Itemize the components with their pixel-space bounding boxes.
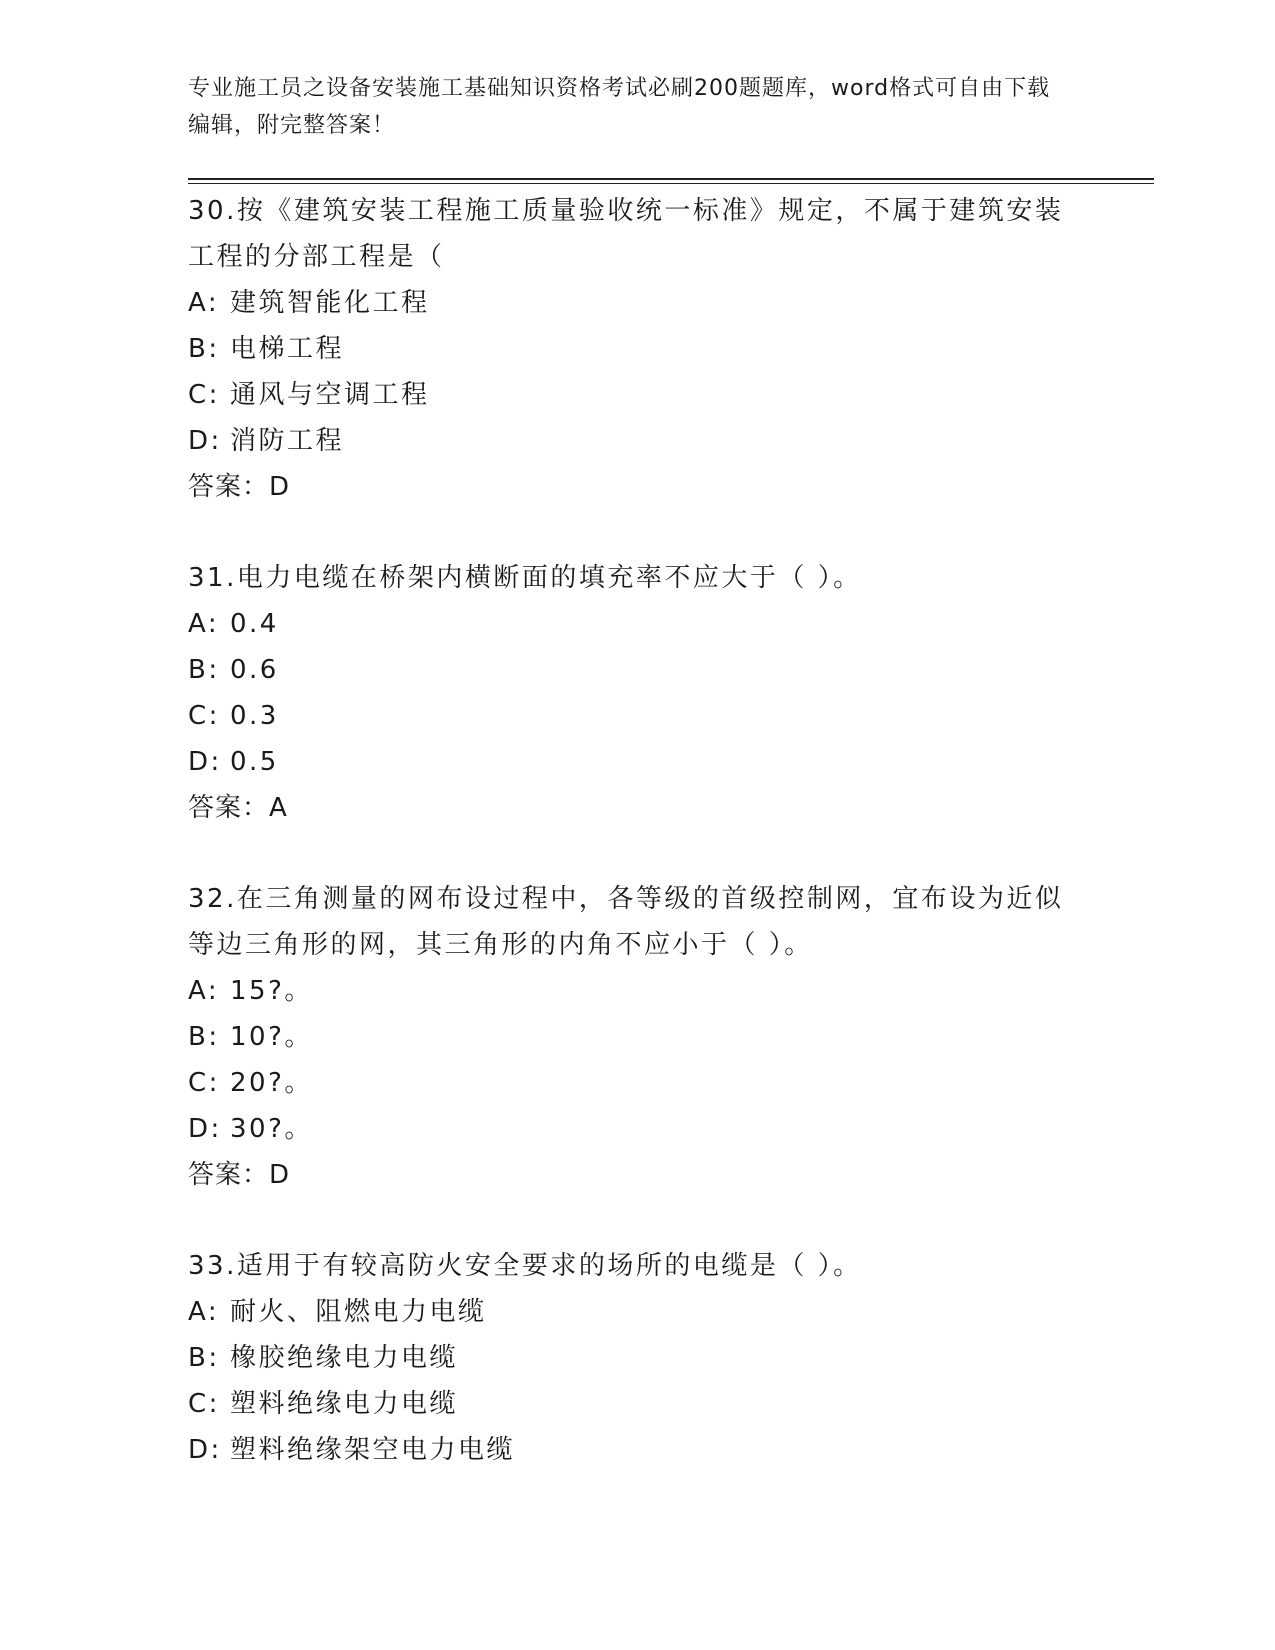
- option-a: [188, 1289, 1088, 1335]
- option-b: [188, 647, 1088, 693]
- option-letter: A:: [188, 609, 220, 639]
- option-letter: D:: [188, 1435, 222, 1465]
- option-b: [188, 326, 1088, 372]
- option-text: 0.4: [230, 609, 279, 639]
- option-letter: C:: [188, 1068, 220, 1098]
- option-text: 0.6: [230, 655, 279, 685]
- option-text: 15?。: [230, 976, 313, 1006]
- option-letter: B:: [188, 1022, 220, 1052]
- option-letter: C:: [188, 380, 220, 410]
- option-d: [188, 739, 1088, 785]
- option-a: [188, 601, 1088, 647]
- option-text: 塑料绝缘电力电缆: [230, 1389, 459, 1419]
- question-30: [188, 188, 1088, 510]
- option-text: 建筑智能化工程: [230, 288, 430, 318]
- option-text: 耐火、阻燃电力电缆: [230, 1297, 487, 1327]
- option-c: [188, 372, 1088, 418]
- option-d: [188, 1427, 1088, 1473]
- option-letter: B:: [188, 334, 220, 364]
- question-list: [188, 188, 1088, 1518]
- question-stem: 30.按《建筑安装工程施工质量验收统一标准》规定，不属于建筑安装工程的分部工程是（: [188, 196, 1064, 272]
- option-c: [188, 1060, 1088, 1106]
- option-letter: A:: [188, 1297, 220, 1327]
- option-d: [188, 418, 1088, 464]
- option-letter: D:: [188, 1114, 222, 1144]
- option-letter: D:: [188, 426, 222, 456]
- option-letter: C:: [188, 1389, 220, 1419]
- option-c: [188, 693, 1088, 739]
- option-letter: A:: [188, 288, 220, 318]
- question-31: [188, 555, 1088, 831]
- option-text: 电梯工程: [230, 334, 345, 364]
- option-letter: A:: [188, 976, 220, 1006]
- option-text: 塑料绝缘架空电力电缆: [230, 1435, 516, 1465]
- option-text: 20?。: [230, 1068, 313, 1098]
- option-c: [188, 1381, 1088, 1427]
- answer-line: 答案：D: [188, 1160, 291, 1190]
- option-letter: B:: [188, 1343, 220, 1373]
- option-letter: B:: [188, 655, 220, 685]
- question-stem: 33.适用于有较高防火安全要求的场所的电缆是（ ）。: [188, 1251, 862, 1281]
- option-a: [188, 968, 1088, 1014]
- header-divider-thin: [188, 183, 1154, 184]
- answer-line: 答案：D: [188, 472, 291, 502]
- option-text: 0.5: [230, 747, 279, 777]
- option-text: 通风与空调工程: [230, 380, 430, 410]
- question-32: [188, 876, 1088, 1198]
- option-b: [188, 1335, 1088, 1381]
- question-33: [188, 1243, 1088, 1473]
- option-letter: D:: [188, 747, 222, 777]
- option-text: 消防工程: [230, 426, 345, 456]
- question-stem: 32.在三角测量的网布设过程中，各等级的首级控制网，宜布设为近似等边三角形的网，其三角形的内角不应小于（ ）。: [188, 884, 1064, 960]
- option-b: [188, 1014, 1088, 1060]
- option-a: [188, 280, 1088, 326]
- option-text: 30?。: [230, 1114, 313, 1144]
- option-d: [188, 1106, 1088, 1152]
- option-text: 橡胶绝缘电力电缆: [230, 1343, 459, 1373]
- document-header: 专业施工员之设备安装施工基础知识资格考试必刷200题题库，word格式可自由下载编辑，附完整答案！: [188, 76, 1051, 138]
- header-divider-thick: [188, 178, 1154, 180]
- option-text: 0.3: [230, 701, 279, 731]
- option-letter: C:: [188, 701, 220, 731]
- option-text: 10?。: [230, 1022, 313, 1052]
- answer-line: 答案：A: [188, 793, 288, 823]
- question-stem: 31.电力电缆在桥架内横断面的填充率不应大于（ ）。: [188, 563, 862, 593]
